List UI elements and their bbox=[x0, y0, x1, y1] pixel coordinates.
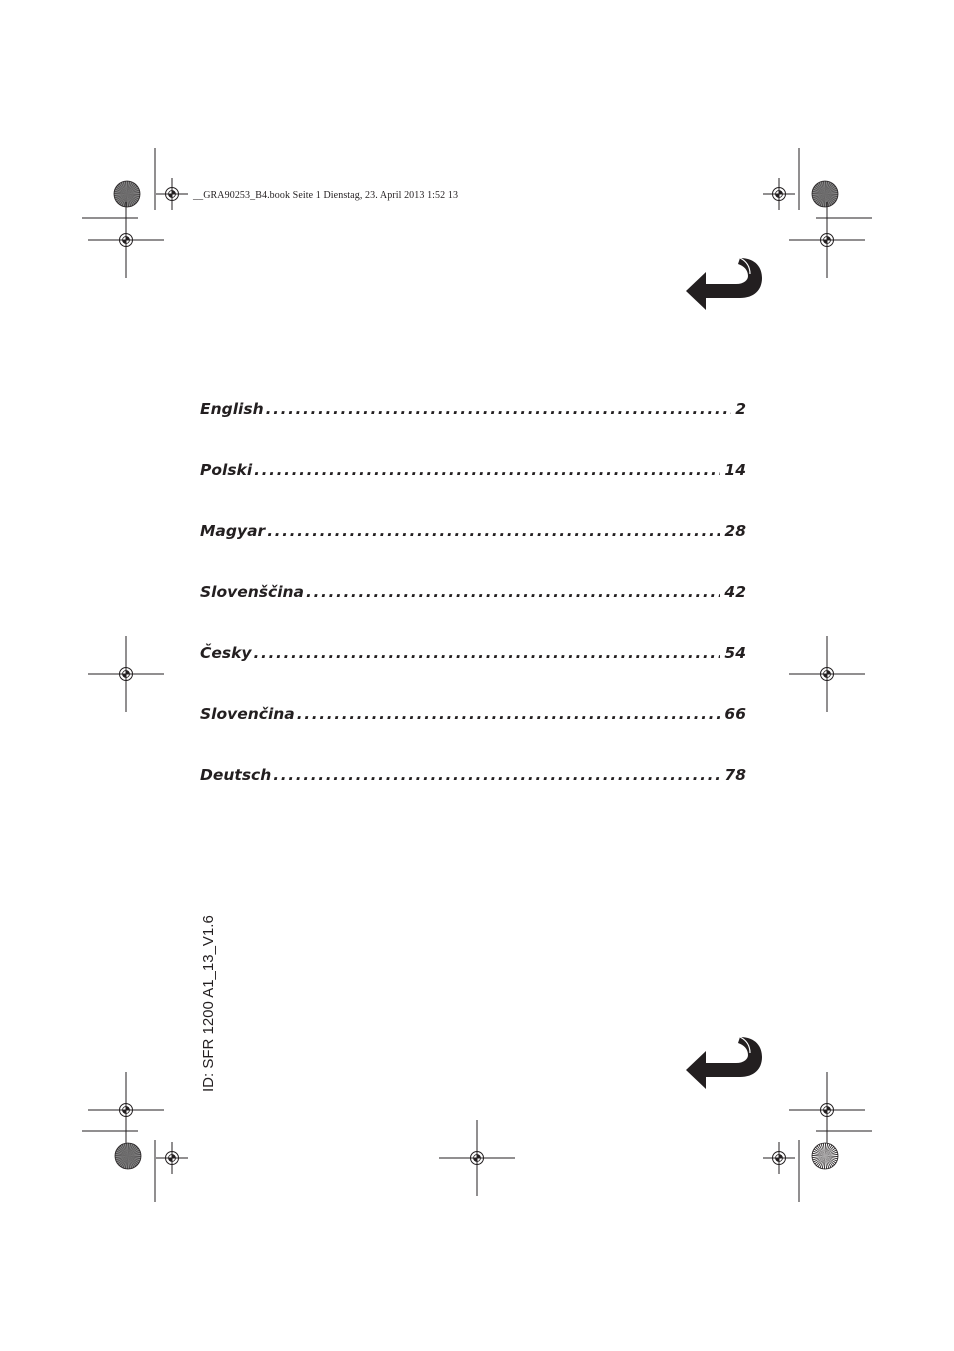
print-file-info: __GRA90253_B4.book Seite 1 Dienstag, 23. April 2013 1:52 13 bbox=[193, 190, 459, 201]
toc-entry-title: Slovenčina bbox=[200, 705, 295, 723]
crosshair-icon bbox=[762, 1141, 796, 1175]
crosshair-icon bbox=[87, 201, 165, 279]
toc-entry-page: 78 bbox=[724, 766, 746, 784]
crosshair-icon bbox=[438, 1119, 516, 1197]
crosshair-icon bbox=[87, 635, 165, 713]
toc-entry-title: Slovenščina bbox=[200, 583, 304, 601]
toc-entry-page: 2 bbox=[735, 400, 746, 418]
toc-entry-title: Magyar bbox=[200, 522, 266, 540]
toc-entry-page: 42 bbox=[724, 583, 746, 601]
starburst-icon bbox=[811, 1142, 839, 1170]
starburst-icon bbox=[114, 1142, 142, 1170]
toc-entry-page: 14 bbox=[724, 461, 746, 479]
toc-entry-title: English bbox=[200, 400, 264, 418]
toc-entry-page: 28 bbox=[724, 522, 746, 540]
toc-entry-title: Polski bbox=[200, 461, 253, 479]
toc-entry-page: 54 bbox=[724, 644, 746, 662]
toc-entry-page: 66 bbox=[724, 705, 746, 723]
toc-entry-title: Deutsch bbox=[200, 766, 272, 784]
document-id: ID: SFR 1200 A1_13_V1.6 bbox=[200, 915, 217, 1092]
crosshair-icon bbox=[87, 1071, 165, 1149]
crosshair-icon bbox=[788, 635, 866, 713]
crosshair-icon bbox=[155, 1141, 189, 1175]
crosshair-icon bbox=[788, 201, 866, 279]
crosshair-icon bbox=[788, 1071, 866, 1149]
toc-entry-title: Česky bbox=[200, 644, 252, 662]
